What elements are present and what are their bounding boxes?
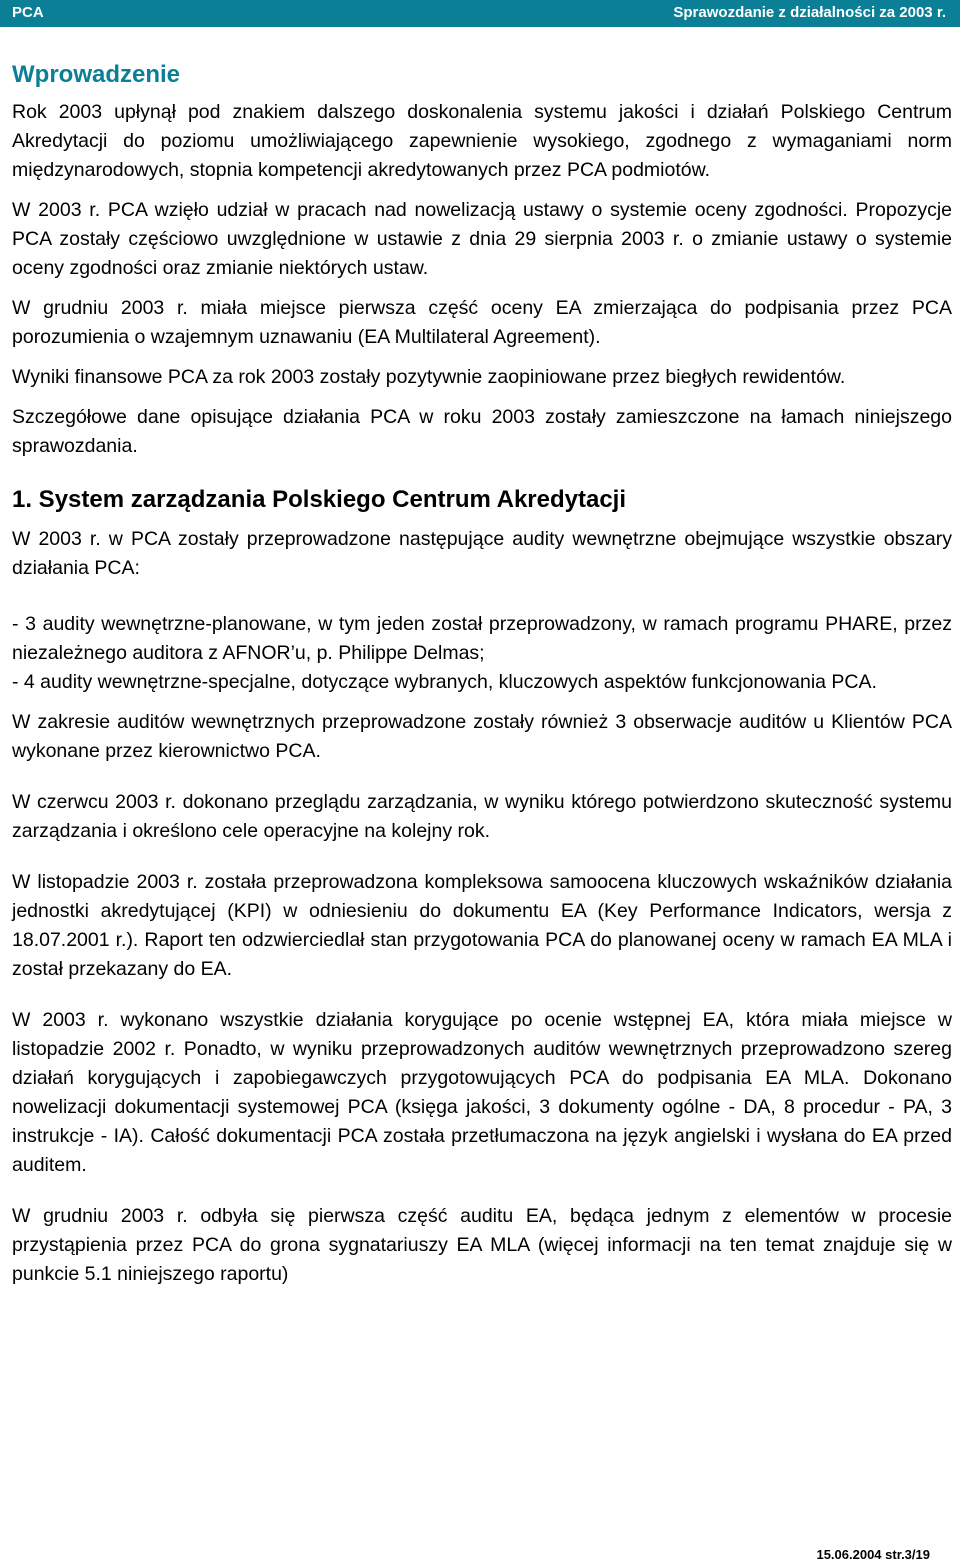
- page-header: [0, 0, 960, 27]
- section-1-paragraph: W grudniu 2003 r. odbyła się pierwsza część auditu EA, będąca jednym z elementów w procesie przystąpienia przez PCA do grona sygnatariuszy EA MLA (więcej informacji na ten temat znajduje się w punkcie 5.1 niniejszego raportu): [12, 1205, 952, 1285]
- intro-paragraph: W 2003 r. PCA wzięło udział w pracach nad nowelizacją ustawy o systemie oceny zgodności. Propozycje PCA zostały częściowo uwzględnione w ustawie z dnia 29 sierpnia 2003 r. o zmianie ustawy o systemie oceny zgodności oraz zmianie niektórych ustaw.: [12, 199, 952, 279]
- section-1-paragraph: W czerwcu 2003 r. dokonano przeglądu zarządzania, w wyniku którego potwierdzono skuteczność systemu zarządzania i określono cele operacyjne na kolejny rok.: [12, 791, 952, 842]
- header-left-title: PCA: [12, 4, 44, 21]
- audit-list-item: - 3 audity wewnętrzne-planowane, w tym jeden został przeprowadzony, w ramach programu PHARE, przez niezależnego auditora z AFNOR’u, p. Philippe Delmas;: [12, 613, 952, 664]
- footer-page-number: str.3/19: [885, 1547, 930, 1562]
- intro-paragraph: W grudniu 2003 r. miała miejsce pierwsza część oceny EA zmierzająca do podpisania przez PCA porozumienia o wzajemnym uznawaniu (EA Multilateral Agreement).: [12, 297, 952, 348]
- section-1-heading: 1. System zarządzania Polskiego Centrum Akredytacji: [12, 486, 627, 513]
- intro-paragraph: Szczegółowe dane opisujące działania PCA w roku 2003 zostały zamieszczone na łamach niniejszego sprawozdania.: [12, 406, 952, 457]
- header-right-title: Sprawozdanie z działalności za 2003 r.: [673, 4, 946, 21]
- audit-list-item: - 4 audity wewnętrzne-specjalne, dotyczące wybranych, kluczowych aspektów funkcjonowania PCA.: [12, 671, 877, 693]
- page-footer: [816, 1547, 930, 1562]
- section-1-paragraph: W 2003 r. wykonano wszystkie działania korygujące po ocenie wstępnej EA, która miała miejsce w listopadzie 2002 r. Ponadto, w wyniku przeprowadzonych auditów wewnętrznych przeprowadzono szereg działań korygujących i zapobiegawczych przygotowujących PCA do podpisania EA MLA. Dokonano nowelizacji dokumentacji systemowej PCA (księga jakości, 3 dokumenty ogólne - DA, 8 procedur - PA, 3 instrukcje - IA). Całość dokumentacji PCA została przetłumaczona na język angielski i wysłana do EA przed auditem.: [12, 1009, 952, 1176]
- intro-paragraph: Wyniki finansowe PCA za rok 2003 zostały pozytywnie zaopiniowane przez biegłych rewidentów.: [12, 366, 846, 388]
- section-1-paragraph: W zakresie auditów wewnętrznych przeprowadzone zostały również 3 obserwacje auditów u Klientów PCA wykonane przez kierownictwo PCA.: [12, 711, 952, 762]
- audit-list: [12, 610, 952, 697]
- intro-paragraph: Rok 2003 upłynął pod znakiem dalszego doskonalenia systemu jakości i działań Polskiego Centrum Akredytacji do poziomu umożliwiającego zapewnienie wysokiego, zgodnego z wymaganiami norm międzynarodowych, stopnia kompetencji akredytowanych przez PCA podmiotów.: [12, 101, 952, 181]
- section-1-paragraph: W listopadzie 2003 r. została przeprowadzona kompleksowa samoocena kluczowych wskaźników działania jednostki akredytującej (KPI) w odniesieniu do dokumentu EA (Key Performance Indicators, wersja z 18.07.2001 r.). Raport ten odzwierciedlał stan przygotowania PCA do planowanej oceny w ramach EA MLA i został przekazany do EA.: [12, 871, 952, 980]
- section-1-lead: W 2003 r. w PCA zostały przeprowadzone następujące audity wewnętrzne obejmujące wszystkie obszary działania PCA:: [12, 528, 952, 579]
- footer-date: 15.06.2004: [816, 1547, 882, 1562]
- document-body: [12, 58, 952, 1300]
- intro-heading: Wprowadzenie: [12, 61, 181, 88]
